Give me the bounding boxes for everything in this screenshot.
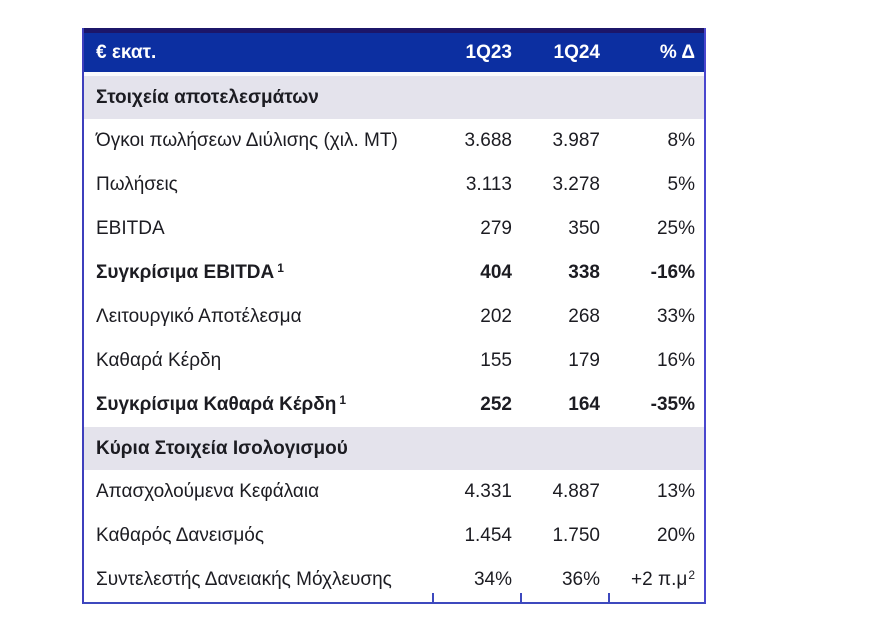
row-label-text: Πωλήσεις	[96, 174, 178, 195]
value-1q23: 3.688	[464, 130, 512, 151]
table-row	[84, 163, 704, 207]
financial-results-table	[82, 28, 706, 604]
row-label	[84, 569, 432, 591]
table-row	[84, 470, 704, 514]
value-1q23: 202	[480, 306, 512, 327]
row-label-text: Συντελεστής Δανειακής Μόχλευσης	[96, 569, 392, 590]
value-delta	[608, 262, 704, 284]
delta-text: 13%	[656, 481, 695, 502]
delta-text: -35%	[650, 394, 695, 415]
value-delta	[608, 218, 704, 240]
footnote-marker: 1	[339, 393, 347, 407]
row-label	[84, 306, 432, 328]
table-row	[84, 207, 704, 251]
value-1q24: 350	[568, 218, 600, 239]
table-row	[84, 514, 704, 558]
value-1q23: 34%	[473, 569, 512, 590]
footnote-marker: 1	[277, 261, 284, 275]
delta-text: 33%	[656, 306, 695, 327]
value-1q24: 268	[568, 306, 600, 327]
header-col-1q23: 1Q23	[465, 41, 512, 63]
value-delta	[608, 174, 704, 196]
delta-text: 5%	[667, 174, 695, 195]
row-label-text: Απασχολούμενα Κεφάλαια	[96, 481, 320, 502]
row-label	[84, 218, 432, 240]
value-delta	[608, 350, 704, 372]
value-delta	[608, 481, 704, 503]
header-col-delta: % Δ	[659, 41, 695, 63]
section-title-balance-sheet: Κύρια Στοιχεία Ισολογισμού	[84, 427, 704, 470]
section-title-results: Στοιχεία αποτελεσμάτων	[84, 76, 704, 119]
value-1q23: 404	[480, 262, 512, 283]
delta-text: 25%	[656, 218, 695, 239]
delta-text: 16%	[656, 350, 695, 371]
value-delta	[608, 569, 704, 591]
value-1q23: 252	[480, 394, 512, 415]
row-label-text: Καθαρός Δανεισμός	[96, 525, 265, 546]
table-row	[84, 119, 704, 163]
value-1q23: 4.331	[464, 481, 512, 502]
value-1q23: 1.454	[464, 525, 512, 546]
row-label-text: Συγκρίσιμα EBITDA	[96, 262, 275, 283]
row-label	[84, 262, 432, 284]
value-delta	[608, 394, 704, 416]
value-1q23: 3.113	[465, 174, 512, 195]
delta-superscript: 2	[688, 568, 695, 582]
value-1q24: 179	[568, 350, 600, 371]
row-label-text: Όγκοι πωλήσεων Διύλισης (χιλ. ΜΤ)	[96, 130, 398, 151]
table-row	[84, 558, 704, 602]
table-header-row	[84, 33, 704, 72]
row-label-text: Καθαρά Κέρδη	[96, 350, 222, 371]
column-divider-tick	[432, 593, 434, 602]
row-label-text: EBITDA	[96, 218, 165, 239]
table-row-emphasis	[84, 383, 704, 427]
row-label-text: Συγκρίσιμα Καθαρά Κέρδη	[96, 394, 337, 415]
row-label	[84, 481, 432, 503]
value-1q23: 155	[480, 350, 512, 371]
header-col-1q24: 1Q24	[553, 41, 600, 63]
row-label	[84, 394, 432, 416]
delta-text: -16%	[650, 262, 695, 283]
value-1q24: 3.278	[552, 174, 600, 195]
row-label	[84, 525, 432, 547]
table-row	[84, 295, 704, 339]
header-unit-label: € εκατ.	[96, 41, 157, 63]
value-delta	[608, 525, 704, 547]
row-label-text: Λειτουργικό Αποτέλεσμα	[96, 306, 302, 327]
table-row-emphasis	[84, 251, 704, 295]
column-divider-tick	[520, 593, 522, 602]
value-1q24: 338	[568, 262, 600, 283]
value-1q24: 3.987	[552, 130, 600, 151]
delta-text: 8%	[667, 130, 695, 151]
value-1q24: 4.887	[552, 481, 600, 502]
delta-text: +2 π.μ	[631, 569, 688, 590]
table-row	[84, 339, 704, 383]
row-label	[84, 130, 432, 152]
value-delta	[608, 130, 704, 152]
value-1q24: 36%	[561, 569, 600, 590]
value-1q23: 279	[480, 218, 512, 239]
value-1q24: 1.750	[552, 525, 600, 546]
column-divider-tick	[608, 593, 610, 602]
value-delta	[608, 306, 704, 328]
value-1q24: 164	[568, 394, 600, 415]
delta-text: 20%	[656, 525, 695, 546]
row-label	[84, 174, 432, 196]
row-label	[84, 350, 432, 372]
